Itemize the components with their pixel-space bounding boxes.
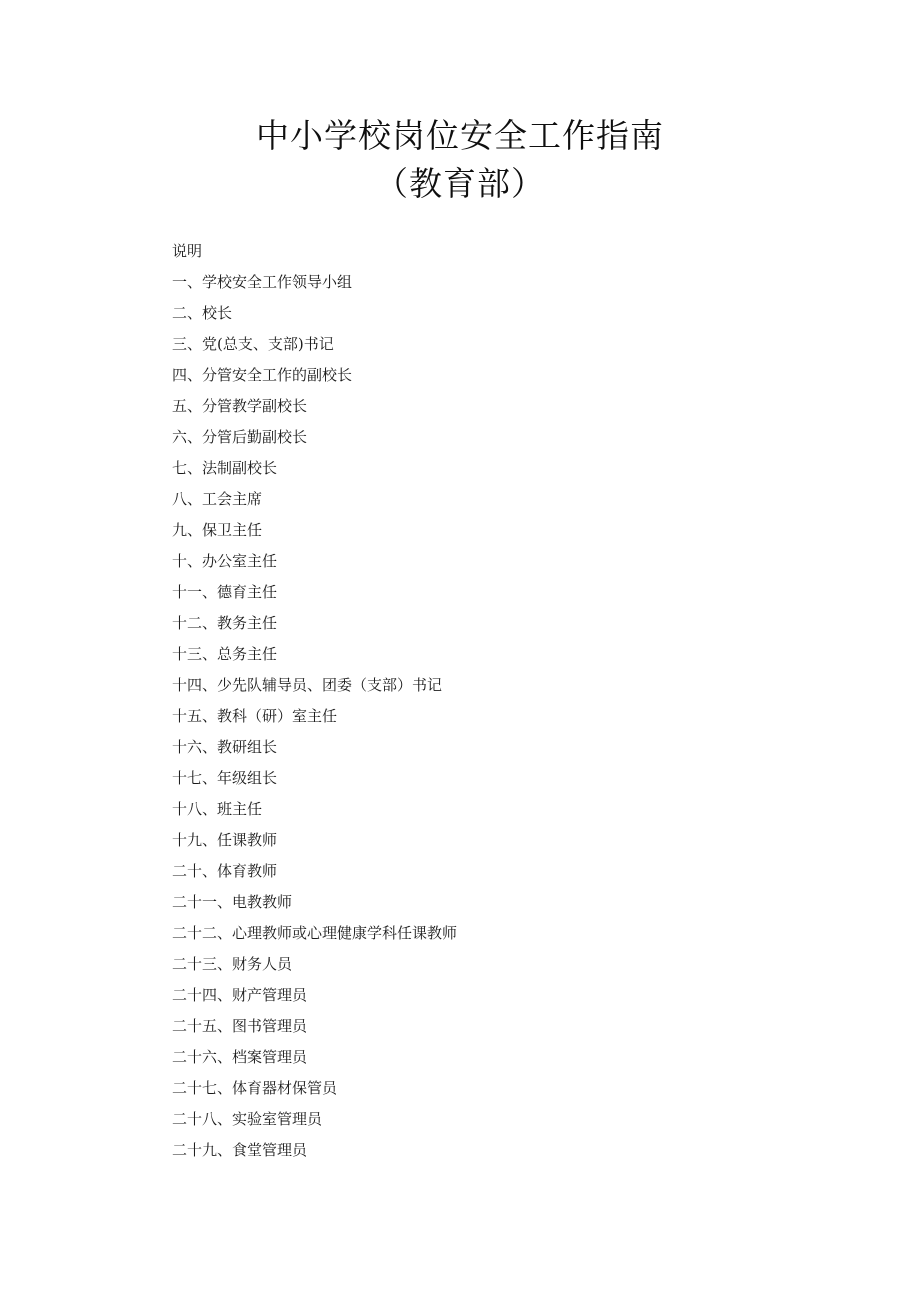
toc-item: 二十七、体育器材保管员 [172, 1079, 338, 1097]
toc-item: 说明 [172, 242, 203, 260]
toc-item: 二十、体育教师 [172, 862, 278, 880]
toc-item: 二十五、图书管理员 [172, 1017, 308, 1035]
toc-item: 十七、年级组长 [172, 769, 278, 787]
toc-item: 十五、教科（研）室主任 [172, 707, 338, 725]
toc-item: 二十三、财务人员 [172, 955, 293, 973]
toc-item: 十四、少先队辅导员、团委（支部）书记 [172, 676, 443, 694]
toc-item: 四、分管安全工作的副校长 [172, 366, 353, 384]
toc-item: 八、工会主席 [172, 490, 263, 508]
toc-item: 十九、任课教师 [172, 831, 278, 849]
table-of-contents [172, 236, 792, 1166]
toc-item: 二十四、财产管理员 [172, 986, 308, 1004]
toc-item: 一、学校安全工作领导小组 [172, 273, 353, 291]
toc-item: 二十二、心理教师或心理健康学科任课教师 [172, 924, 458, 942]
toc-item: 二十六、档案管理员 [172, 1048, 308, 1066]
toc-item: 二十八、实验室管理员 [172, 1110, 323, 1128]
toc-item: 七、法制副校长 [172, 459, 278, 477]
toc-item: 二、校长 [172, 304, 233, 322]
toc-item: 二十九、食堂管理员 [172, 1141, 308, 1159]
toc-item: 十六、教研组长 [172, 738, 278, 756]
title-block [0, 112, 920, 208]
toc-item: 十、办公室主任 [172, 552, 278, 570]
document-title: 中小学校岗位安全工作指南 [256, 116, 664, 155]
toc-item: 十二、教务主任 [172, 614, 278, 632]
toc-item: 十一、德育主任 [172, 583, 278, 601]
toc-item: 二十一、电教教师 [172, 893, 293, 911]
toc-item: 三、党(总支、支部)书记 [172, 335, 334, 353]
document-subtitle: （教育部） [375, 164, 545, 203]
toc-item: 六、分管后勤副校长 [172, 428, 308, 446]
toc-item: 九、保卫主任 [172, 521, 263, 539]
toc-item: 五、分管教学副校长 [172, 397, 308, 415]
toc-item: 十三、总务主任 [172, 645, 278, 663]
toc-item: 十八、班主任 [172, 800, 263, 818]
